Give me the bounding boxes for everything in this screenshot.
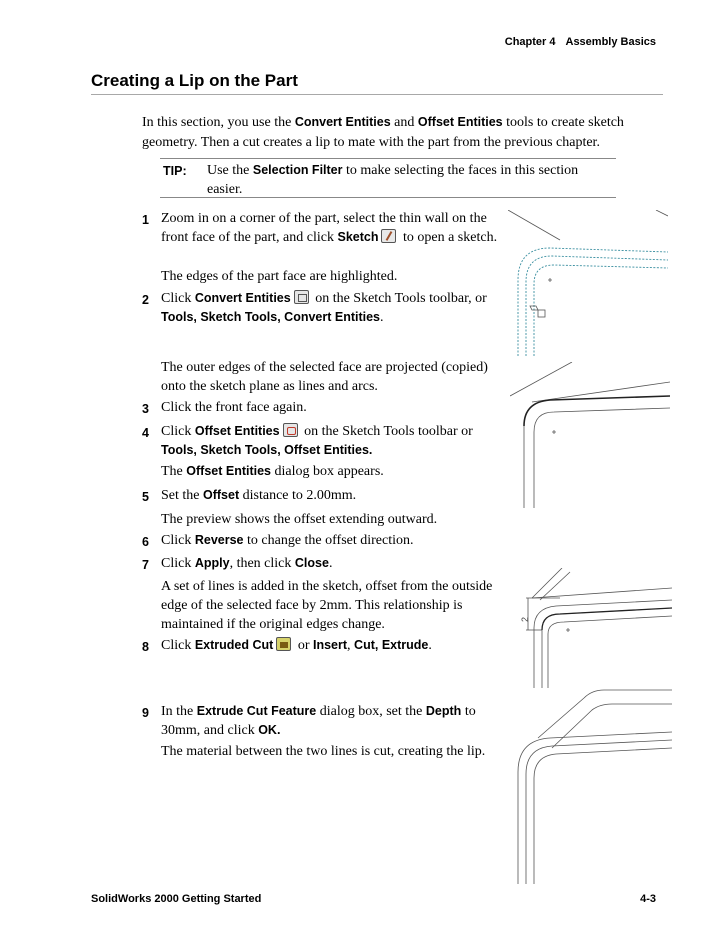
extruded-cut-icon (276, 637, 291, 651)
step-text: , (347, 638, 355, 653)
footer-book-title: SolidWorks 2000 Getting Started (91, 893, 262, 905)
keyword-convert-entities: Convert Entities (294, 115, 391, 129)
intro-text: tools to create sketch geometry. Then a cut creates a lip to mate with the part from the previous chapter. (142, 115, 624, 150)
dimension-label: 2 (520, 616, 530, 622)
tip-text-part: to make selecting the faces in this section easier. (207, 163, 579, 197)
step-text: on the Sketch Tools toolbar, or (311, 291, 487, 306)
keyword-convert-entities: Convert Entities (194, 291, 291, 305)
step-text: to change the offset direction. (243, 533, 414, 548)
step-text: Set the (161, 488, 203, 503)
keyword-offset: Offset (203, 488, 240, 502)
tip-label: TIP: (163, 164, 187, 178)
step-number: 2 (142, 293, 149, 307)
step-1-note: The edges of the part face are highlighted. (161, 269, 398, 284)
step-text: . (328, 556, 333, 571)
step-text: or (294, 638, 313, 653)
step-text: In the (161, 704, 197, 719)
step-text: on the Sketch Tools toolbar or (300, 424, 473, 439)
step-text: Click (161, 556, 195, 571)
chapter-title: Assembly Basics (565, 36, 656, 48)
keyword-menu-path: Tools, Sketch Tools, Offset Entities. (161, 443, 373, 457)
figure-converted-entities (510, 362, 670, 512)
keyword-ok: OK. (258, 723, 281, 737)
keyword-apply: Apply (194, 556, 230, 570)
step-text: The (161, 464, 187, 479)
running-header (505, 36, 656, 48)
keyword-insert: Insert (313, 638, 348, 652)
title-rule (91, 94, 663, 95)
keyword-extrude-cut-feature: Extrude Cut Feature (196, 704, 317, 718)
step-4-note (161, 462, 506, 481)
step-1-text (161, 209, 506, 247)
step-text: , then click (229, 556, 295, 571)
intro-text: In this section, you use the (142, 115, 295, 130)
step-9-note: The material between the two lines is cut, creating the lip. (161, 744, 486, 759)
figure-finished-lip (512, 688, 672, 884)
step-number: 6 (142, 535, 149, 549)
tip-text-part: Use the (207, 163, 253, 178)
step-7-text (161, 554, 506, 573)
step-3-text: Click the front face again. (161, 400, 307, 415)
step-9-text (161, 702, 506, 740)
keyword-cut-extrude: Cut, Extrude (354, 638, 429, 652)
step-text: Click (161, 291, 195, 306)
step-text: to 30mm, and click (161, 704, 476, 738)
step-number: 8 (142, 640, 149, 654)
keyword-depth: Depth (425, 704, 462, 718)
figure-highlighted-edges (508, 210, 668, 360)
tip-rule-bottom (160, 197, 616, 198)
step-text: to open a sketch. (399, 230, 498, 245)
intro-paragraph (142, 112, 662, 153)
convert-entities-icon (294, 290, 309, 304)
step-text: . (380, 310, 384, 325)
step-number: 5 (142, 490, 149, 504)
step-number: 9 (142, 706, 149, 720)
step-5-text (161, 486, 506, 505)
step-number: 1 (142, 213, 149, 227)
step-2-note: The outer edges of the selected face are projected (copied) onto the sketch plane as lines and arcs. (161, 360, 488, 394)
step-text: dialog box appears. (271, 464, 384, 479)
keyword-extruded-cut: Extruded Cut (194, 638, 274, 652)
step-5-note: The preview shows the offset extending outward. (161, 512, 438, 527)
keyword-menu-path: Tools, Sketch Tools, Convert Entities (161, 310, 381, 324)
keyword-offset-entities: Offset Entities (194, 424, 280, 438)
step-text: Click (161, 533, 195, 548)
intro-text: and (390, 115, 418, 130)
step-4-text (161, 422, 506, 460)
step-6-text (161, 531, 506, 550)
keyword-offset-entities: Offset Entities (186, 464, 272, 478)
step-text: distance to 2.00mm. (239, 488, 357, 503)
step-text: Click (161, 638, 195, 653)
chapter-label: Chapter 4 (504, 36, 556, 48)
step-number: 3 (142, 402, 149, 416)
step-7-note: A set of lines is added in the sketch, offset from the outside edge of the selected face by 2mm. This relationship is maintained if the original edges change. (161, 579, 493, 632)
step-8-text (161, 636, 506, 655)
keyword-reverse: Reverse (194, 533, 244, 547)
tip-text (207, 161, 612, 199)
step-text: Zoom in on a corner of the part, select the thin wall on the front face of the part, and click (161, 211, 487, 245)
step-text: . (428, 638, 432, 653)
step-text: dialog box, set the (316, 704, 426, 719)
step-number: 7 (142, 558, 149, 572)
keyword-sketch: Sketch (337, 230, 379, 244)
step-number: 4 (142, 426, 149, 440)
step-text: Click (161, 424, 195, 439)
step-2-text (161, 289, 506, 327)
keyword-selection-filter: Selection Filter (252, 163, 343, 177)
keyword-close: Close (294, 556, 329, 570)
keyword-offset-entities: Offset Entities (417, 115, 503, 129)
offset-entities-icon (283, 423, 298, 437)
tip-rule-top (160, 158, 616, 159)
sketch-icon (381, 229, 396, 243)
figure-offset-lines (512, 568, 672, 688)
page-number: 4-3 (640, 893, 656, 905)
section-title: Creating a Lip on the Part (91, 71, 298, 90)
